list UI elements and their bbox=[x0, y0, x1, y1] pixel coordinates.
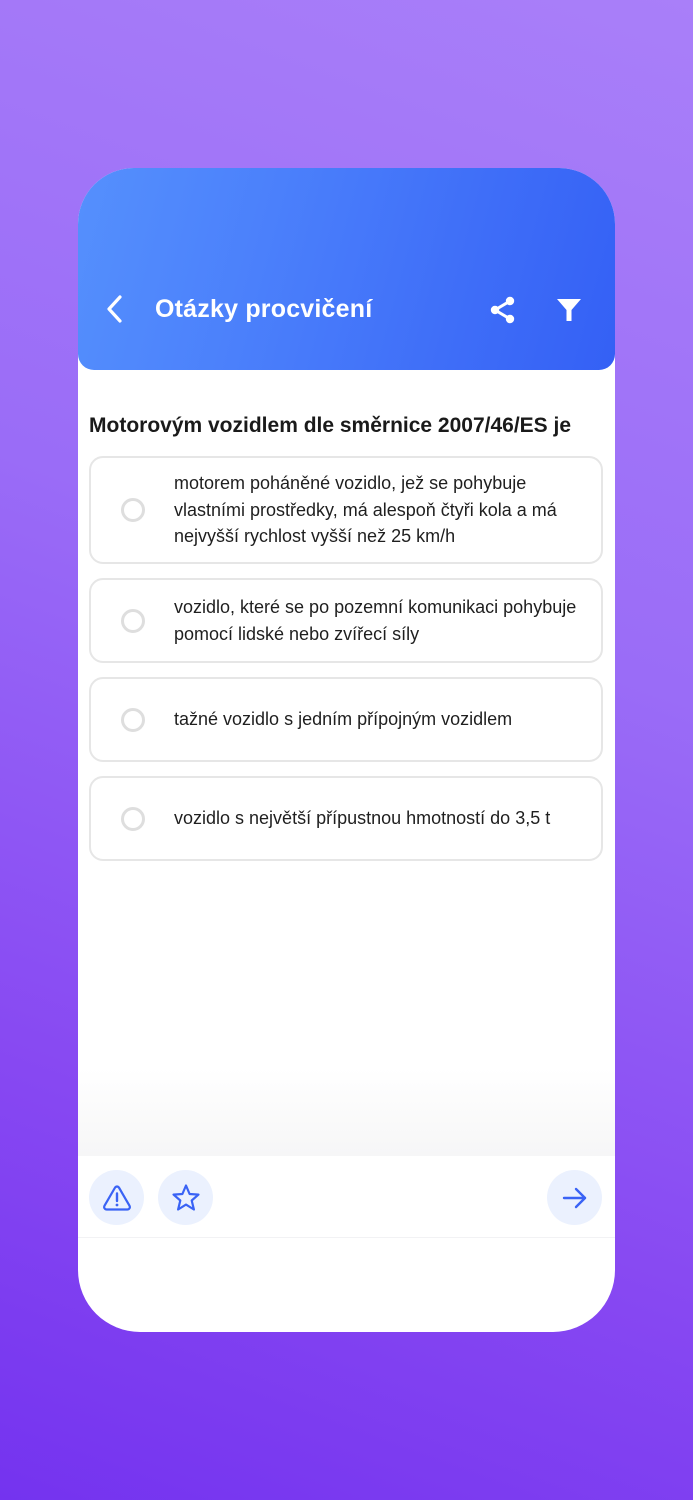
filter-button[interactable] bbox=[552, 293, 586, 327]
answer-label: vozidlo, které se po pozemní komunikaci pohybuje pomocí lidské nebo zvířecí síly bbox=[174, 597, 577, 644]
radio-button[interactable] bbox=[121, 708, 145, 732]
answer-option-3[interactable] bbox=[89, 677, 603, 762]
app-screen bbox=[78, 168, 615, 1332]
share-button[interactable] bbox=[486, 293, 520, 327]
back-button[interactable] bbox=[100, 292, 130, 326]
chevron-left-icon bbox=[105, 294, 125, 324]
answer-option-2[interactable] bbox=[89, 578, 603, 663]
radio-button[interactable] bbox=[121, 807, 145, 831]
favorite-button[interactable] bbox=[158, 1170, 213, 1225]
star-icon bbox=[170, 1182, 202, 1214]
question-text: Motorovým vozidlem dle směrnice 2007/46/ES je bbox=[89, 414, 572, 437]
bottom-action-bar bbox=[78, 1156, 615, 1238]
radio-button[interactable] bbox=[121, 609, 145, 633]
answer-option-1[interactable] bbox=[89, 456, 603, 564]
share-icon bbox=[488, 295, 518, 325]
scroll-fade bbox=[78, 1068, 615, 1156]
warning-icon bbox=[101, 1182, 133, 1214]
arrow-right-icon bbox=[560, 1183, 590, 1213]
answer-option-4[interactable] bbox=[89, 776, 603, 861]
page-title: Otázky procvičení bbox=[155, 295, 373, 323]
radio-button[interactable] bbox=[121, 498, 145, 522]
answer-label: tažné vozidlo s jedním přípojným vozidlem bbox=[174, 709, 513, 730]
answer-label: vozidlo s největší přípustnou hmotností do 3,5 t bbox=[174, 808, 551, 829]
app-header bbox=[78, 168, 615, 370]
next-question-button[interactable] bbox=[547, 1170, 602, 1225]
filter-icon bbox=[555, 296, 583, 324]
answer-label: motorem poháněné vozidlo, jež se pohybuje vlastními prostředky, má alespoň čtyři kola a má nejvyšší rychlost vyšší než 25 km/h bbox=[174, 473, 557, 547]
report-button[interactable] bbox=[89, 1170, 144, 1225]
